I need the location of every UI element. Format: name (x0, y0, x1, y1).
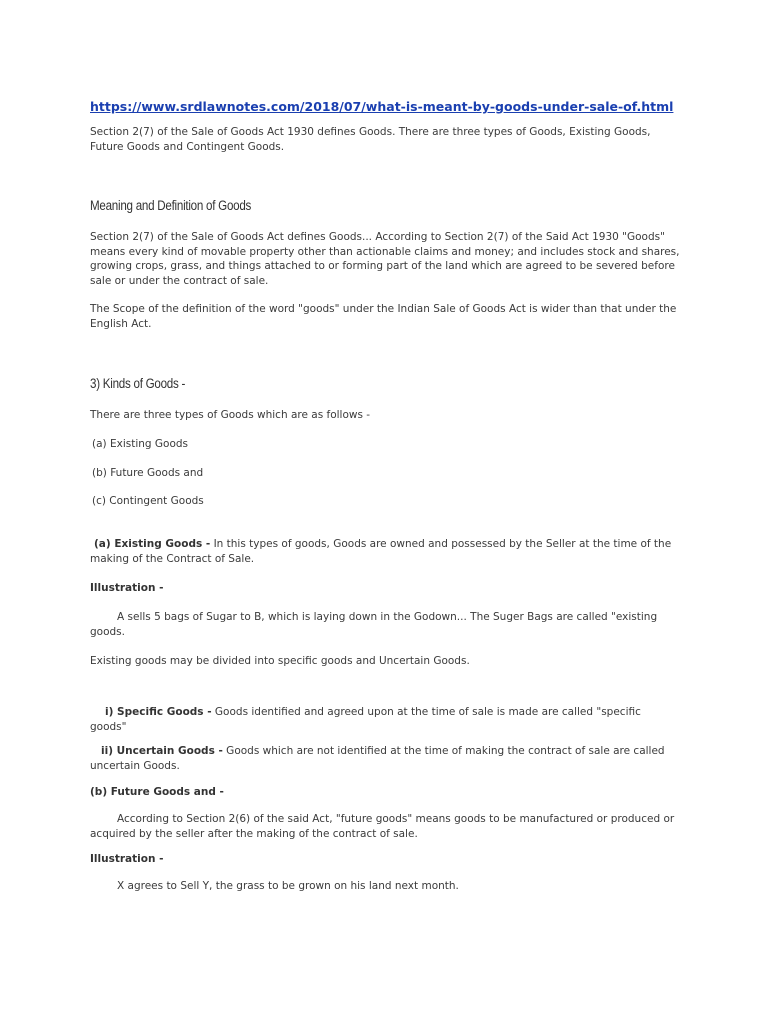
illustration-label-1: Illustration - (90, 582, 164, 594)
scope-paragraph: The Scope of the definition of the word "goods" under the Indian Sale of Goods Act is wider than that under the English Act. (90, 303, 677, 330)
heading-meaning-definition: Meaning and Definition of Goods (90, 198, 252, 213)
type-item-contingent: (c) Contingent Goods (92, 495, 204, 507)
future-goods-paragraph: According to Section 2(6) of the said Act, "future goods" means goods to be manufactured or produced or acquired by the seller after the making of the contract of sale. (90, 813, 675, 840)
illustration-2-text: X agrees to Sell Y, the grass to be grown on his land next month. (117, 880, 459, 892)
types-intro: There are three types of Goods which are as follows - (90, 409, 371, 421)
definition-paragraph: Section 2(7) of the Sale of Goods Act defines Goods... According to Section 2(7) of the Said Act 1930 "Goods" means every kind of movable property other than actionable claims and money; and includes stock and shares, growing crops, grass, and things attached to or forming part of the land which are agreed to be severed before sale or under the contract of sale. (90, 231, 680, 287)
specific-goods-paragraph (90, 705, 680, 734)
illustration-label-2: Illustration - (90, 853, 164, 865)
type-item-future: (b) Future Goods and (92, 467, 204, 479)
heading-kinds-of-goods: 3) Kinds of Goods - (90, 376, 186, 391)
uncertain-goods-paragraph (90, 744, 680, 773)
specific-goods-text: Goods identified and agreed upon at the time of sale is made are called "specific goods" (90, 706, 641, 733)
uncertain-goods-label: ii) Uncertain Goods - (101, 745, 223, 757)
existing-goods-label: (a) Existing Goods - (94, 538, 211, 550)
illustration-1-text: A sells 5 bags of Sugar to B, which is laying down in the Godown... The Suger Bags are called "existing goods. (90, 611, 658, 638)
type-item-existing: (a) Existing Goods (92, 438, 189, 450)
existing-goods-text: In this types of goods, Goods are owned and possessed by the Seller at the time of the making of the Contract of Sale. (90, 538, 672, 565)
divided-paragraph: Existing goods may be divided into specific goods and Uncertain Goods. (90, 655, 470, 667)
existing-goods-paragraph (90, 537, 680, 566)
uncertain-goods-text: Goods which are not identified at the time of making the contract of sale are called uncertain Goods. (90, 745, 665, 772)
intro-paragraph: Section 2(7) of the Sale of Goods Act 1930 defines Goods. There are three types of Goods, Existing Goods, Future Goods and Contingent Goods. (90, 126, 651, 153)
specific-goods-label: i) Specific Goods - (105, 706, 212, 718)
future-goods-heading: (b) Future Goods and - (90, 786, 224, 798)
source-link[interactable]: https://www.srdlawnotes.com/2018/07/what-is-meant-by-goods-under-sale-of.html (90, 99, 674, 114)
